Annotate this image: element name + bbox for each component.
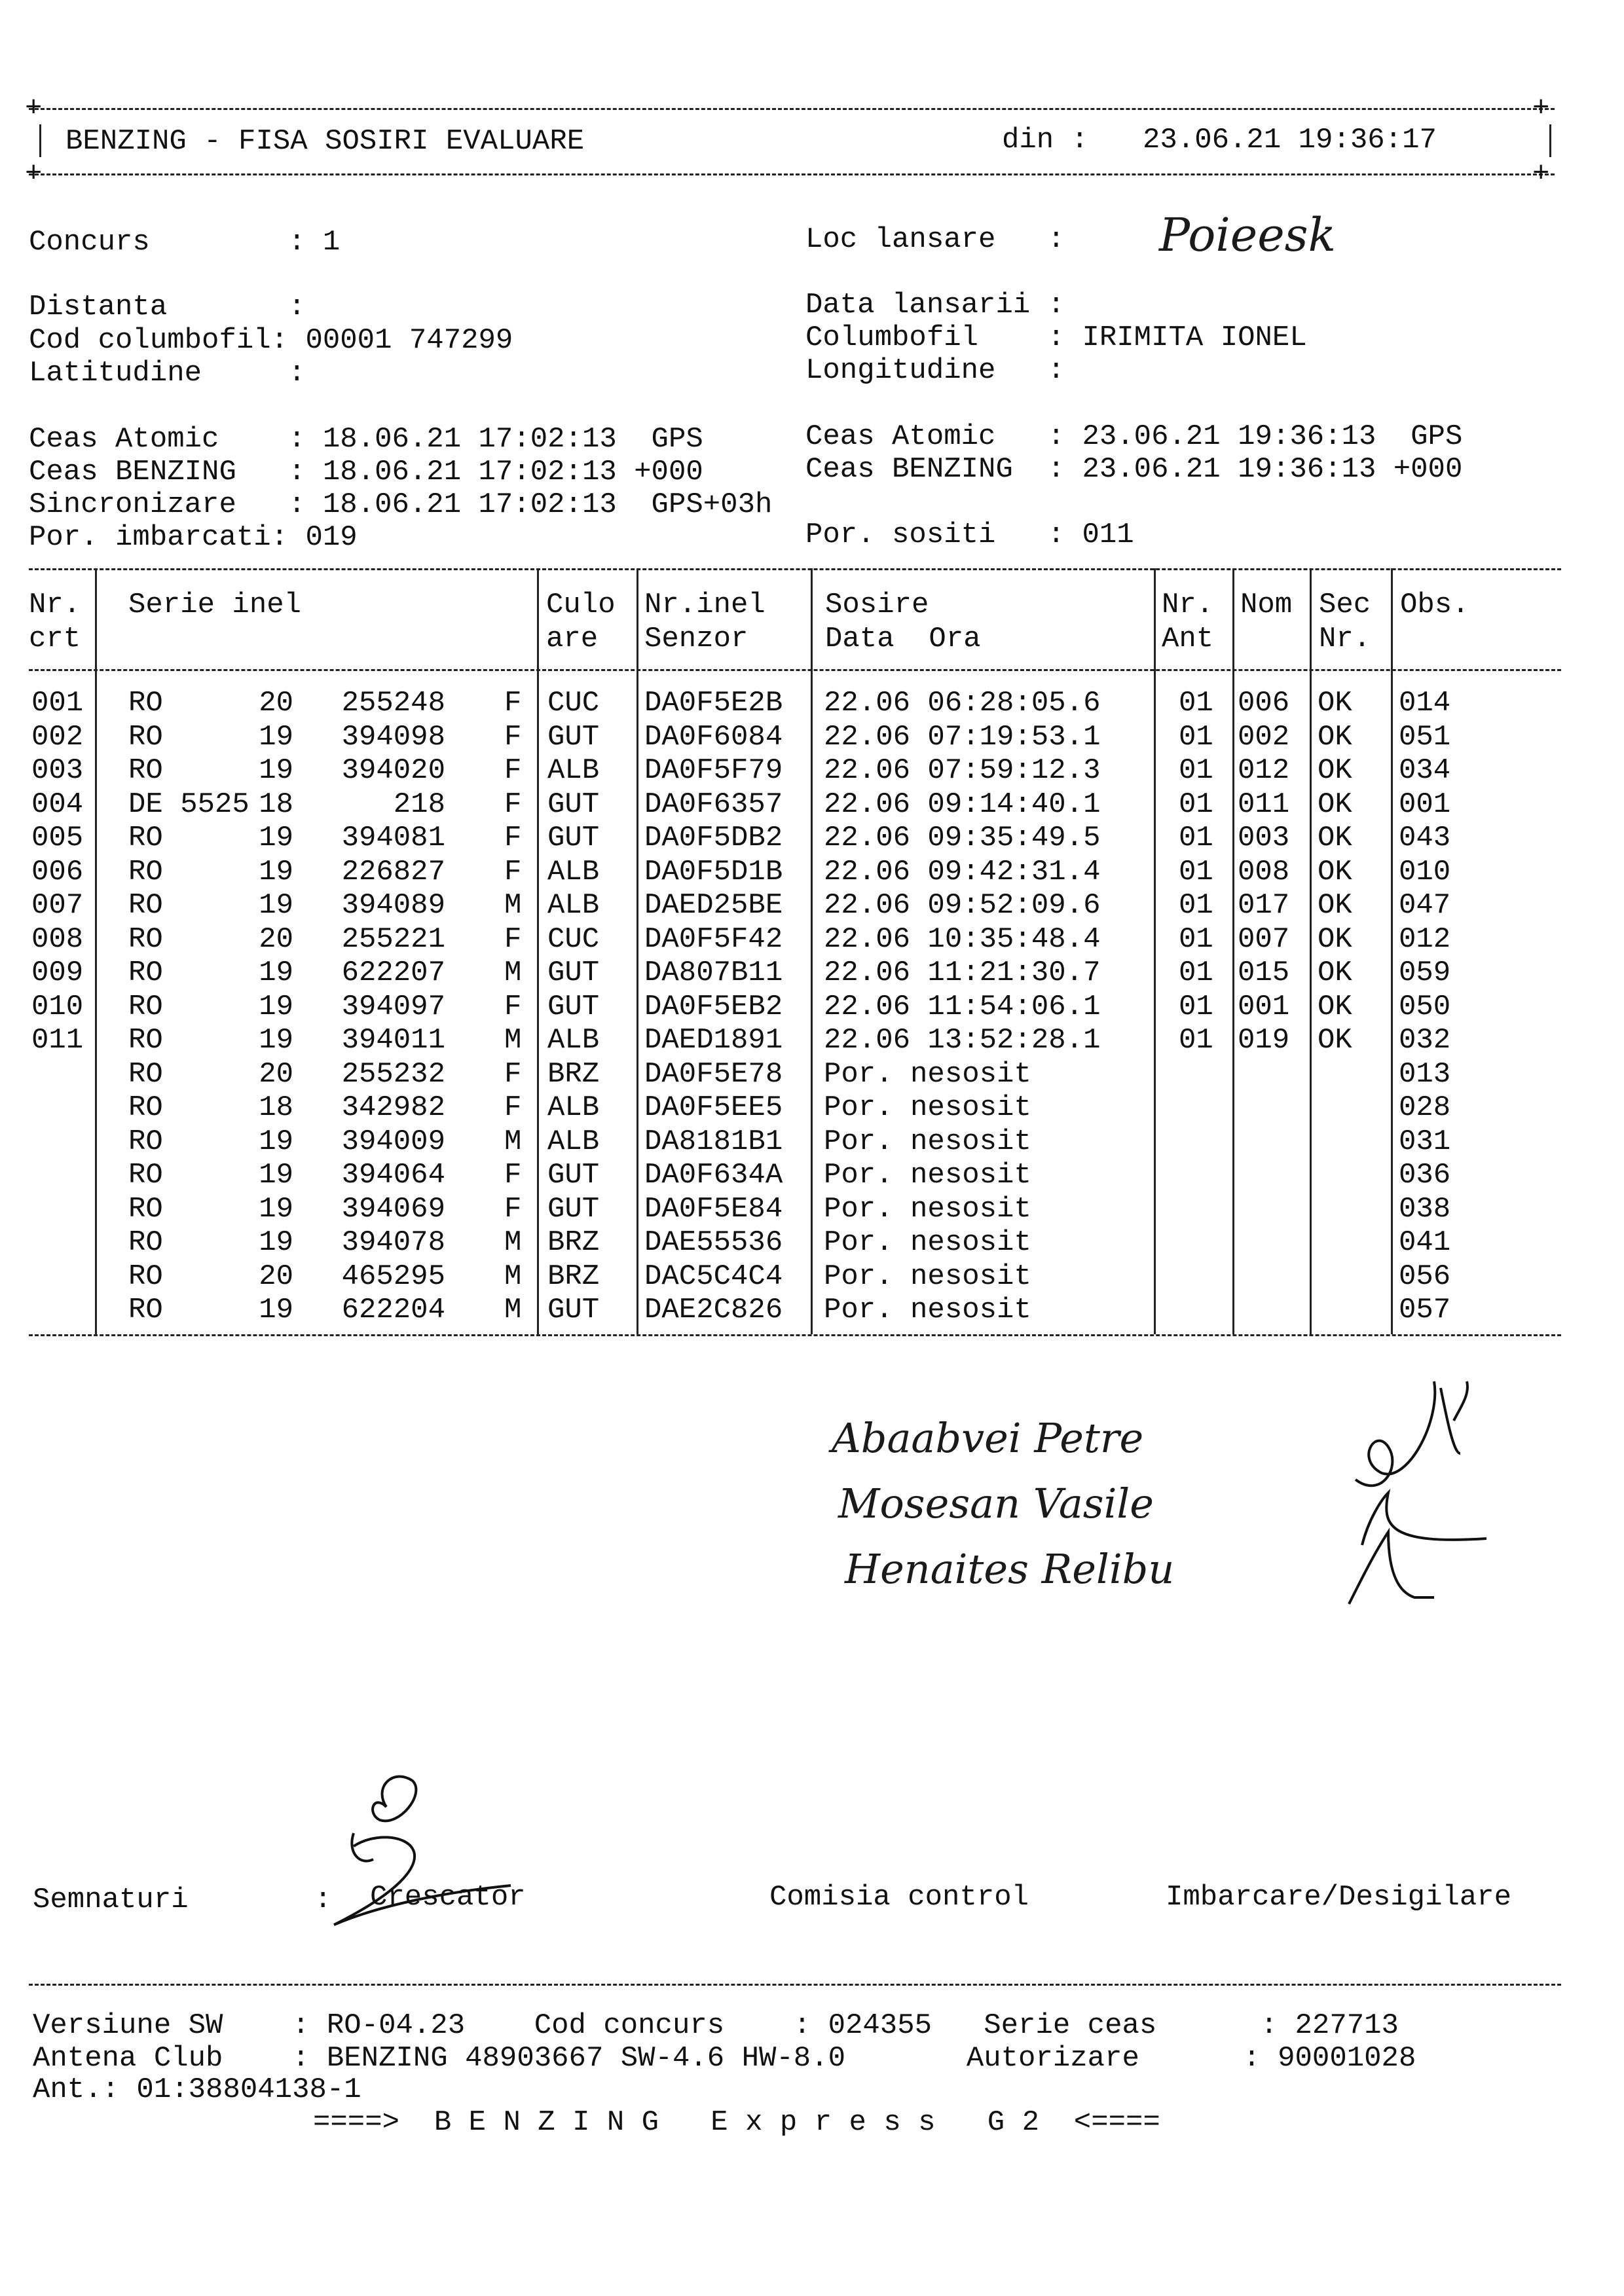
cell-sex: M xyxy=(504,1024,522,1057)
imbarcare-label: Imbarcare/Desigilare xyxy=(1166,1881,1512,1914)
cell-sex: F xyxy=(504,822,522,854)
header-sec-2: Nr. xyxy=(1319,623,1371,655)
cell-sex: F xyxy=(504,1159,522,1192)
longitudine-line: Longitudine : xyxy=(805,354,1065,387)
cell-sex: M xyxy=(504,957,522,989)
cell-year: 18 xyxy=(259,788,293,821)
header-sosire-2: Data Ora xyxy=(825,623,981,655)
cell-country: RO xyxy=(128,889,163,922)
table-row xyxy=(0,1091,1624,1125)
cell-arrival: 22.06 06:28:05.6 xyxy=(824,687,1101,720)
header-serie-inel: Serie inel xyxy=(128,589,302,621)
concurs-line: Concurs : 1 xyxy=(29,226,341,259)
cell-ring-number: 394078 xyxy=(341,1226,445,1259)
cell-sec: OK xyxy=(1318,855,1352,888)
cell-sensor: DA0F5F42 xyxy=(644,922,783,956)
cell-year: 19 xyxy=(259,1159,293,1192)
cell-arrival: Por. nesosit xyxy=(824,1192,1031,1226)
comisia-label: Comisia control xyxy=(769,1881,1029,1914)
cell-year: 20 xyxy=(259,922,293,956)
cell-color: BRZ xyxy=(547,1057,600,1091)
loc-lansare-handwritten: Poieesk xyxy=(1159,208,1336,262)
footer-brand-line: ====> B E N Z I N G E x p r e s s G 2 <==== xyxy=(313,2106,1160,2139)
cell-nr-crt: 003 xyxy=(31,754,84,787)
cell-country: RO xyxy=(128,922,163,956)
cell-sensor: DA0F5EB2 xyxy=(644,990,783,1023)
cod-columbofil-line: Cod columbofil: 00001 747299 xyxy=(29,324,513,357)
cell-obs: 034 xyxy=(1399,754,1451,787)
latitudine-line: Latitudine : xyxy=(29,357,306,390)
cell-arrival: 22.06 11:21:30.7 xyxy=(824,957,1101,989)
report-title: BENZING - FISA SOSIRI EVALUARE xyxy=(65,125,585,158)
cell-nom: 008 xyxy=(1238,855,1290,888)
cell-nr-crt: 007 xyxy=(31,889,84,922)
table-header-rule xyxy=(29,669,1561,671)
corner-mark: + xyxy=(25,158,43,191)
cell-arrival: 22.06 09:52:09.6 xyxy=(824,889,1101,922)
table-row xyxy=(0,1293,1624,1327)
cell-ring-number: 394081 xyxy=(341,822,445,854)
ceas-atomic-start: Ceas Atomic : 18.06.21 17:02:13 GPS xyxy=(29,423,703,456)
header-crt: crt xyxy=(29,623,81,655)
cell-obs: 038 xyxy=(1399,1192,1451,1226)
header-top-rule xyxy=(29,108,1555,110)
cell-year: 19 xyxy=(259,855,293,888)
cell-antenna: 01 xyxy=(1179,922,1213,956)
cell-antenna: 01 xyxy=(1179,822,1213,854)
footer-rule xyxy=(29,1984,1561,1986)
cell-sex: M xyxy=(504,1226,522,1259)
cell-color: GUT xyxy=(547,720,600,754)
cell-sensor: DA0F6084 xyxy=(644,720,783,754)
cell-sensor: DA0F5E78 xyxy=(644,1057,783,1091)
cell-antenna: 01 xyxy=(1179,788,1213,821)
cell-obs: 057 xyxy=(1399,1294,1451,1326)
cell-ring-number: 394098 xyxy=(341,720,445,754)
cell-sensor: DA0F6357 xyxy=(644,788,783,821)
cell-nr-crt: 004 xyxy=(31,788,84,821)
cell-obs: 013 xyxy=(1399,1057,1451,1091)
cell-sex: F xyxy=(504,1091,522,1124)
cell-sex: F xyxy=(504,754,522,787)
header-culoare-2: are xyxy=(546,623,599,655)
cell-sec: OK xyxy=(1318,788,1352,821)
loc-lansare-label: Loc lansare : xyxy=(805,223,1065,256)
cell-color: CUC xyxy=(547,687,600,720)
cell-obs: 041 xyxy=(1399,1226,1451,1259)
cell-sex: M xyxy=(504,1260,522,1293)
header-ant-2: Ant xyxy=(1162,623,1214,655)
cell-sensor: DA0F5E2B xyxy=(644,687,783,720)
cell-ring-number: 394089 xyxy=(341,889,445,922)
generated-timestamp: 23.06.21 19:36:17 xyxy=(1143,124,1437,156)
crescator-label: Crescator xyxy=(370,1881,526,1914)
cell-nom: 006 xyxy=(1238,687,1290,720)
cell-sec: OK xyxy=(1318,754,1352,787)
cell-ring-number: 394009 xyxy=(341,1125,445,1158)
handwritten-name: Abaabvei Petre xyxy=(832,1414,1144,1462)
cell-sex: F xyxy=(504,1057,522,1091)
cell-arrival: 22.06 07:19:53.1 xyxy=(824,720,1101,754)
cell-nom: 003 xyxy=(1238,822,1290,854)
cell-ring-number: 394069 xyxy=(341,1192,445,1226)
cell-antenna: 01 xyxy=(1179,855,1213,888)
cell-country: RO xyxy=(128,1024,163,1057)
signatures-colon: : xyxy=(314,1884,332,1916)
header-left-bar xyxy=(39,124,41,157)
cell-sec: OK xyxy=(1318,922,1352,956)
cell-nom: 011 xyxy=(1238,788,1290,821)
cell-arrival: 22.06 10:35:48.4 xyxy=(824,922,1101,956)
cell-sensor: DA0F5DB2 xyxy=(644,822,783,854)
cell-ring-number: 394020 xyxy=(341,754,445,787)
cell-antenna: 01 xyxy=(1179,720,1213,754)
cell-nom: 012 xyxy=(1238,754,1290,787)
cell-arrival: 22.06 07:59:12.3 xyxy=(824,754,1101,787)
cell-year: 19 xyxy=(259,889,293,922)
cell-country: RO xyxy=(128,687,163,720)
table-row xyxy=(0,990,1624,1024)
cell-nom: 001 xyxy=(1238,990,1290,1023)
cell-sec: OK xyxy=(1318,687,1352,720)
cell-sec: OK xyxy=(1318,720,1352,754)
cell-obs: 031 xyxy=(1399,1125,1451,1158)
cell-color: ALB xyxy=(547,855,600,888)
header-culoare-1: Culo xyxy=(546,589,616,621)
cell-sensor: DAE55536 xyxy=(644,1226,783,1259)
cell-color: GUT xyxy=(547,957,600,989)
cell-year: 19 xyxy=(259,720,293,754)
columbofil-line: Columbofil : IRIMITA IONEL xyxy=(805,321,1307,354)
header-nrinel-1: Nr.inel xyxy=(644,589,766,621)
cell-country: RO xyxy=(128,990,163,1023)
cell-color: BRZ xyxy=(547,1226,600,1259)
cell-color: BRZ xyxy=(547,1260,600,1293)
cell-country: RO xyxy=(128,1294,163,1326)
cell-nom: 002 xyxy=(1238,720,1290,754)
cell-nom: 019 xyxy=(1238,1024,1290,1057)
cell-color: GUT xyxy=(547,1192,600,1226)
cell-year: 19 xyxy=(259,1226,293,1259)
cell-ring-number: 394097 xyxy=(341,990,445,1023)
cell-sec: OK xyxy=(1318,822,1352,854)
table-row xyxy=(0,754,1624,788)
cell-country: RO xyxy=(128,957,163,989)
header-nrinel-2: Senzor xyxy=(644,623,748,655)
footer-line-2: Antena Club : BENZING 48903667 SW-4.6 HW-8.0 Autorizare : 90001028 xyxy=(33,2042,1416,2075)
cell-sex: M xyxy=(504,1125,522,1158)
cell-arrival: Por. nesosit xyxy=(824,1260,1031,1293)
cell-year: 19 xyxy=(259,1294,293,1326)
cell-year: 20 xyxy=(259,687,293,720)
table-row xyxy=(0,821,1624,855)
cell-ring-number: 465295 xyxy=(341,1260,445,1293)
cell-color: GUT xyxy=(547,1294,600,1326)
cell-obs: 050 xyxy=(1399,990,1451,1023)
cell-sex: M xyxy=(504,1294,522,1326)
table-row xyxy=(0,686,1624,720)
cell-year: 19 xyxy=(259,822,293,854)
cell-year: 20 xyxy=(259,1260,293,1293)
corner-mark: + xyxy=(1532,92,1550,125)
cell-sensor: DAE2C826 xyxy=(644,1294,783,1326)
ceas-benzing-start: Ceas BENZING : 18.06.21 17:02:13 +000 xyxy=(29,456,703,488)
cell-arrival: 22.06 09:35:49.5 xyxy=(824,822,1101,854)
cell-obs: 043 xyxy=(1399,822,1451,854)
cell-obs: 036 xyxy=(1399,1159,1451,1192)
cell-sex: F xyxy=(504,855,522,888)
cell-nr-crt: 011 xyxy=(31,1024,84,1057)
table-row xyxy=(0,1023,1624,1057)
cell-arrival: Por. nesosit xyxy=(824,1159,1031,1192)
cell-country: RO xyxy=(128,1192,163,1226)
cell-ring-number: 622204 xyxy=(341,1294,445,1326)
table-row xyxy=(0,1158,1624,1192)
cell-obs: 001 xyxy=(1399,788,1451,821)
cell-nom: 017 xyxy=(1238,889,1290,922)
cell-sex: F xyxy=(504,990,522,1023)
table-row xyxy=(0,855,1624,889)
cell-color: GUT xyxy=(547,788,600,821)
cell-sex: F xyxy=(504,922,522,956)
ceas-atomic-end: Ceas Atomic : 23.06.21 19:36:13 GPS xyxy=(805,420,1463,453)
cell-antenna: 01 xyxy=(1179,990,1213,1023)
signatures-label: Semnaturi xyxy=(33,1884,189,1916)
cell-sensor: DA0F5EE5 xyxy=(644,1091,783,1124)
cell-country: RO xyxy=(128,822,163,854)
cell-nom: 015 xyxy=(1238,957,1290,989)
cell-year: 19 xyxy=(259,754,293,787)
cell-nr-crt: 005 xyxy=(31,822,84,854)
cell-obs: 056 xyxy=(1399,1260,1451,1293)
data-lansarii-line: Data lansarii : xyxy=(805,289,1065,321)
handwritten-name: Henaites Relibu xyxy=(845,1545,1175,1593)
cell-year: 19 xyxy=(259,990,293,1023)
cell-country: RO xyxy=(128,1260,163,1293)
cell-obs: 028 xyxy=(1399,1091,1451,1124)
cell-color: GUT xyxy=(547,1159,600,1192)
cell-country: RO xyxy=(128,1226,163,1259)
cell-year: 19 xyxy=(259,1024,293,1057)
cell-year: 19 xyxy=(259,1192,293,1226)
cell-country: RO xyxy=(128,1125,163,1158)
cell-color: ALB xyxy=(547,754,600,787)
distanta-line: Distanta : xyxy=(29,291,306,323)
cell-arrival: 22.06 09:42:31.4 xyxy=(824,855,1101,888)
cell-nr-crt: 006 xyxy=(31,855,84,888)
cell-country: DE 5525 xyxy=(128,788,249,821)
cell-sec: OK xyxy=(1318,889,1352,922)
cell-nom: 007 xyxy=(1238,922,1290,956)
por-imbarcati-line: Por. imbarcati: 019 xyxy=(29,521,358,554)
corner-mark: + xyxy=(1532,158,1550,191)
cell-ring-number: 255221 xyxy=(341,922,445,956)
table-row xyxy=(0,720,1624,754)
cell-sex: M xyxy=(504,889,522,922)
cell-sensor: DAC5C4C4 xyxy=(644,1260,783,1293)
cell-country: RO xyxy=(128,754,163,787)
por-sositi-line: Por. sositi : 011 xyxy=(805,519,1134,551)
header-nom: Nom xyxy=(1240,589,1293,621)
cell-color: ALB xyxy=(547,1125,600,1158)
cell-nr-crt: 010 xyxy=(31,990,84,1023)
header-sec-1: Sec xyxy=(1319,589,1371,621)
cell-year: 20 xyxy=(259,1057,293,1091)
cell-sensor: DAED1891 xyxy=(644,1024,783,1057)
cell-nr-crt: 008 xyxy=(31,922,84,956)
cell-sex: F xyxy=(504,788,522,821)
cell-ring-number: 394064 xyxy=(341,1159,445,1192)
cell-sex: F xyxy=(504,687,522,720)
cell-color: GUT xyxy=(547,990,600,1023)
table-row xyxy=(0,956,1624,990)
table-row xyxy=(0,788,1624,822)
ceas-benzing-end: Ceas BENZING : 23.06.21 19:36:13 +000 xyxy=(805,453,1463,486)
cell-arrival: 22.06 13:52:28.1 xyxy=(824,1024,1101,1057)
cell-arrival: Por. nesosit xyxy=(824,1226,1031,1259)
cell-color: CUC xyxy=(547,922,600,956)
cell-sensor: DA8181B1 xyxy=(644,1125,783,1158)
cell-sensor: DA0F5F79 xyxy=(644,754,783,787)
cell-color: ALB xyxy=(547,1024,600,1057)
cell-obs: 014 xyxy=(1399,687,1451,720)
table-row xyxy=(0,922,1624,957)
cell-sex: F xyxy=(504,720,522,754)
header-obs: Obs. xyxy=(1400,589,1469,621)
cell-antenna: 01 xyxy=(1179,889,1213,922)
cell-arrival: Por. nesosit xyxy=(824,1091,1031,1124)
cell-arrival: 22.06 11:54:06.1 xyxy=(824,990,1101,1023)
cell-obs: 032 xyxy=(1399,1024,1451,1057)
cell-obs: 047 xyxy=(1399,889,1451,922)
table-row xyxy=(0,1125,1624,1159)
cell-sec: OK xyxy=(1318,957,1352,989)
cell-antenna: 01 xyxy=(1179,754,1213,787)
table-row xyxy=(0,888,1624,922)
cell-sec: OK xyxy=(1318,1024,1352,1057)
cell-arrival: Por. nesosit xyxy=(824,1294,1031,1326)
sincronizare-line: Sincronizare : 18.06.21 17:02:13 GPS+03h xyxy=(29,488,773,521)
cell-ring-number: 342982 xyxy=(341,1091,445,1124)
cell-nr-crt: 009 xyxy=(31,957,84,989)
cell-obs: 010 xyxy=(1399,855,1451,888)
signature-scribble xyxy=(1342,1368,1513,1611)
cell-country: RO xyxy=(128,1057,163,1091)
handwritten-name: Mosesan Vasile xyxy=(838,1480,1154,1527)
cell-antenna: 01 xyxy=(1179,687,1213,720)
header-ant-1: Nr. xyxy=(1162,589,1214,621)
cell-color: ALB xyxy=(547,889,600,922)
generated-label: din : xyxy=(1002,124,1089,156)
cell-obs: 051 xyxy=(1399,720,1451,754)
cell-nr-crt: 002 xyxy=(31,720,84,754)
cell-year: 19 xyxy=(259,957,293,989)
cell-sec: OK xyxy=(1318,990,1352,1023)
cell-sensor: DA807B11 xyxy=(644,957,783,989)
table-row xyxy=(0,1260,1624,1294)
header-right-bar xyxy=(1549,124,1551,157)
cell-ring-number: 255248 xyxy=(341,687,445,720)
cell-ring-number: 622207 xyxy=(341,957,445,989)
footer-line-1: Versiune SW : RO-04.23 Cod concurs : 024355 Serie ceas : 227713 xyxy=(33,2009,1399,2042)
table-row xyxy=(0,1057,1624,1091)
cell-obs: 059 xyxy=(1399,957,1451,989)
cell-country: RO xyxy=(128,855,163,888)
cell-sensor: DAED25BE xyxy=(644,889,783,922)
cell-antenna: 01 xyxy=(1179,1024,1213,1057)
cell-color: ALB xyxy=(547,1091,600,1124)
cell-year: 19 xyxy=(259,1125,293,1158)
table-top-rule xyxy=(29,568,1561,570)
header-bottom-rule xyxy=(29,173,1555,175)
cell-country: RO xyxy=(128,1091,163,1124)
cell-arrival: 22.06 09:14:40.1 xyxy=(824,788,1101,821)
cell-sex: F xyxy=(504,1192,522,1226)
cell-ring-number: 218 xyxy=(393,788,445,821)
header-sosire-1: Sosire xyxy=(825,589,929,621)
cell-ring-number: 226827 xyxy=(341,855,445,888)
cell-arrival: Por. nesosit xyxy=(824,1057,1031,1091)
cell-country: RO xyxy=(128,1159,163,1192)
cell-nr-crt: 001 xyxy=(31,687,84,720)
cell-ring-number: 394011 xyxy=(341,1024,445,1057)
cell-obs: 012 xyxy=(1399,922,1451,956)
cell-sensor: DA0F5D1B xyxy=(644,855,783,888)
header-nr: Nr. xyxy=(29,589,81,621)
table-row xyxy=(0,1226,1624,1260)
cell-year: 18 xyxy=(259,1091,293,1124)
footer-line-3: Ant.: 01:38804138-1 xyxy=(33,2073,361,2106)
cell-antenna: 01 xyxy=(1179,957,1213,989)
cell-ring-number: 255232 xyxy=(341,1057,445,1091)
table-bottom-rule xyxy=(29,1334,1561,1336)
cell-country: RO xyxy=(128,720,163,754)
table-row xyxy=(0,1192,1624,1226)
cell-arrival: Por. nesosit xyxy=(824,1125,1031,1158)
cell-color: GUT xyxy=(547,822,600,854)
cell-sensor: DA0F5E84 xyxy=(644,1192,783,1226)
cell-sensor: DA0F634A xyxy=(644,1159,783,1192)
corner-mark: + xyxy=(25,92,43,125)
